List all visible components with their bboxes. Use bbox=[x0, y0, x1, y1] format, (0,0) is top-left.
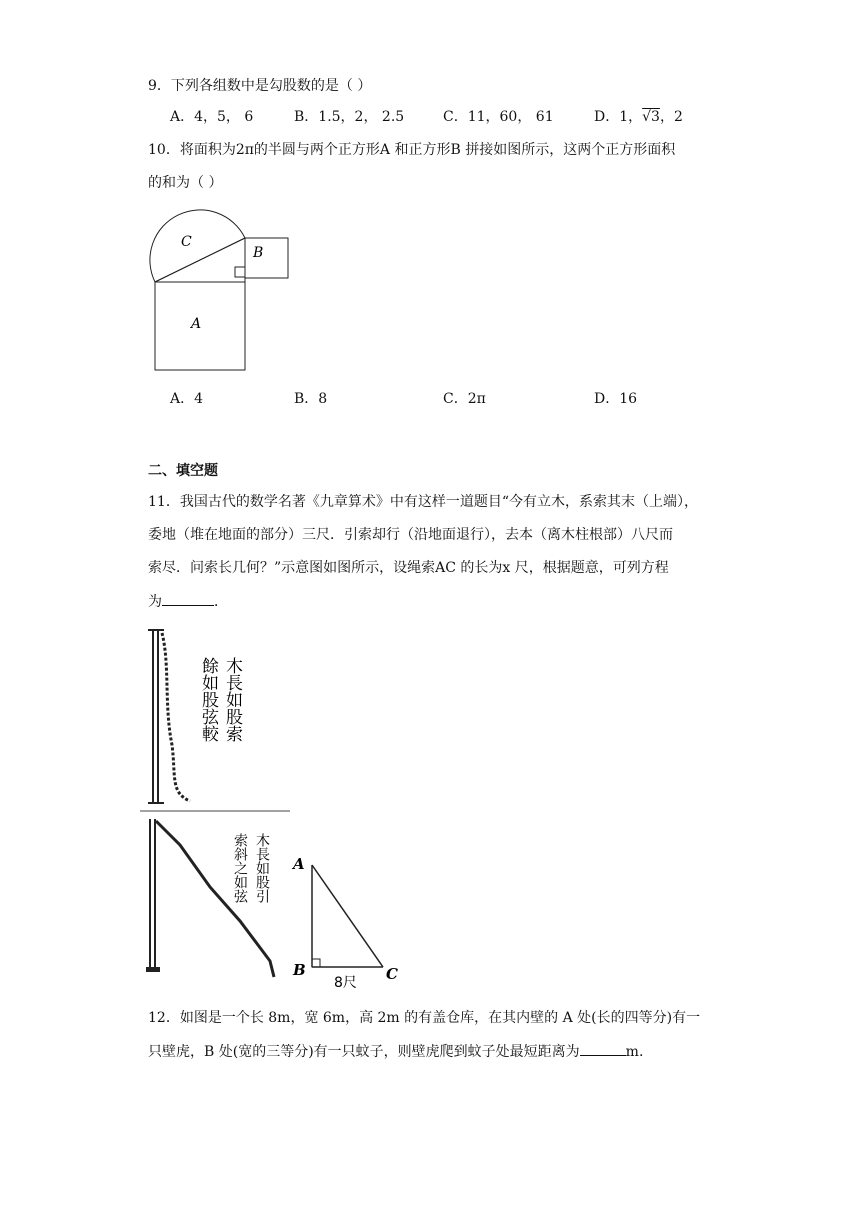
side-ac bbox=[312, 865, 383, 967]
q12-answer-blank[interactable] bbox=[580, 1041, 626, 1056]
q9-option-d-sqrt: √3 bbox=[642, 109, 660, 125]
q11-line4-prefix: 为 bbox=[148, 594, 162, 610]
q10-stem-line2: 的和为（ ） bbox=[148, 175, 223, 191]
q11-line4-suffix: ． bbox=[214, 594, 228, 610]
classical-text-top-right: 木長如股索 bbox=[222, 657, 242, 742]
q10-option-b: B．8 bbox=[294, 391, 328, 407]
q11-answer-blank[interactable] bbox=[162, 591, 214, 606]
q12-line2 bbox=[148, 1041, 643, 1062]
classical-text-top-left: 餘如股弦較 bbox=[198, 657, 218, 742]
q10-stem-line1: 10．将面积为2π的半圆与两个正方形A 和正方形B 拼接如图所示，这两个正方形面积 bbox=[148, 142, 676, 158]
q11-line4 bbox=[148, 591, 228, 612]
q9-option-a: A．4，5， 6 bbox=[170, 109, 254, 125]
q10-figure bbox=[145, 200, 295, 375]
q9-stem: 9．下列各组数中是勾股数的是（ ） bbox=[148, 78, 372, 94]
q11-triangle-diagram bbox=[290, 855, 405, 990]
right-angle-mark bbox=[235, 267, 245, 277]
right-angle-mark-b bbox=[312, 959, 320, 967]
label-c: C bbox=[386, 965, 398, 983]
label-c: C bbox=[181, 234, 192, 250]
q9-option-d-suffix: ，2 bbox=[659, 109, 683, 125]
q9-option-d-prefix: D．1， bbox=[594, 109, 643, 125]
section-fill-in-title: 二、填空题 bbox=[148, 463, 218, 479]
q11-line3: 索尽．问索长几何？”示意图如图所示，设绳索AC 的长为x 尺，根据题意，可列方程 bbox=[148, 560, 669, 576]
q10-option-a: A．4 bbox=[170, 391, 204, 407]
q11-line2: 委地（堆在地面的部分）三尺．引索却行（沿地面退行），去本（离木柱根部）八尺而 bbox=[148, 527, 673, 543]
classical-text-bottom-right: 木長如股引 bbox=[254, 833, 270, 903]
q10-option-d: D．16 bbox=[594, 391, 638, 407]
q11-line1: 11．我国古代的数学名著《九章算术》中有这样一道题目“今有立木，系索其末（上端）， bbox=[148, 494, 698, 510]
label-distance: 8尺 bbox=[334, 975, 357, 991]
hanging-rope bbox=[162, 633, 190, 801]
q9-option-b: B．1.5，2， 2.5 bbox=[294, 109, 405, 125]
q11-classical-illustration bbox=[140, 625, 295, 985]
label-a: A bbox=[191, 316, 202, 332]
q12-line1: 12．如图是一个长 8m，宽 6m，高 2m 的有盖仓库，在其内壁的 A 处(长的四等分)有一 bbox=[148, 1010, 701, 1026]
square-b bbox=[245, 238, 288, 278]
label-a: A bbox=[293, 855, 305, 873]
hypotenuse-line bbox=[155, 238, 245, 282]
classical-text-bottom-left: 索斜之如弦 bbox=[232, 833, 248, 903]
q10-option-c: C．2π bbox=[443, 391, 486, 407]
q12-line2-prefix: 只壁虎，B 处(宽的三等分)有一只蚊子，则壁虎爬到蚊子处最短距离为 bbox=[148, 1044, 580, 1060]
q9-option-d bbox=[594, 107, 683, 127]
semicircle bbox=[150, 210, 245, 282]
label-b: B bbox=[253, 245, 264, 261]
label-b: B bbox=[293, 961, 306, 979]
q9-option-c: C．11，60， 61 bbox=[443, 109, 554, 125]
q12-line2-suffix: m. bbox=[625, 1044, 644, 1060]
